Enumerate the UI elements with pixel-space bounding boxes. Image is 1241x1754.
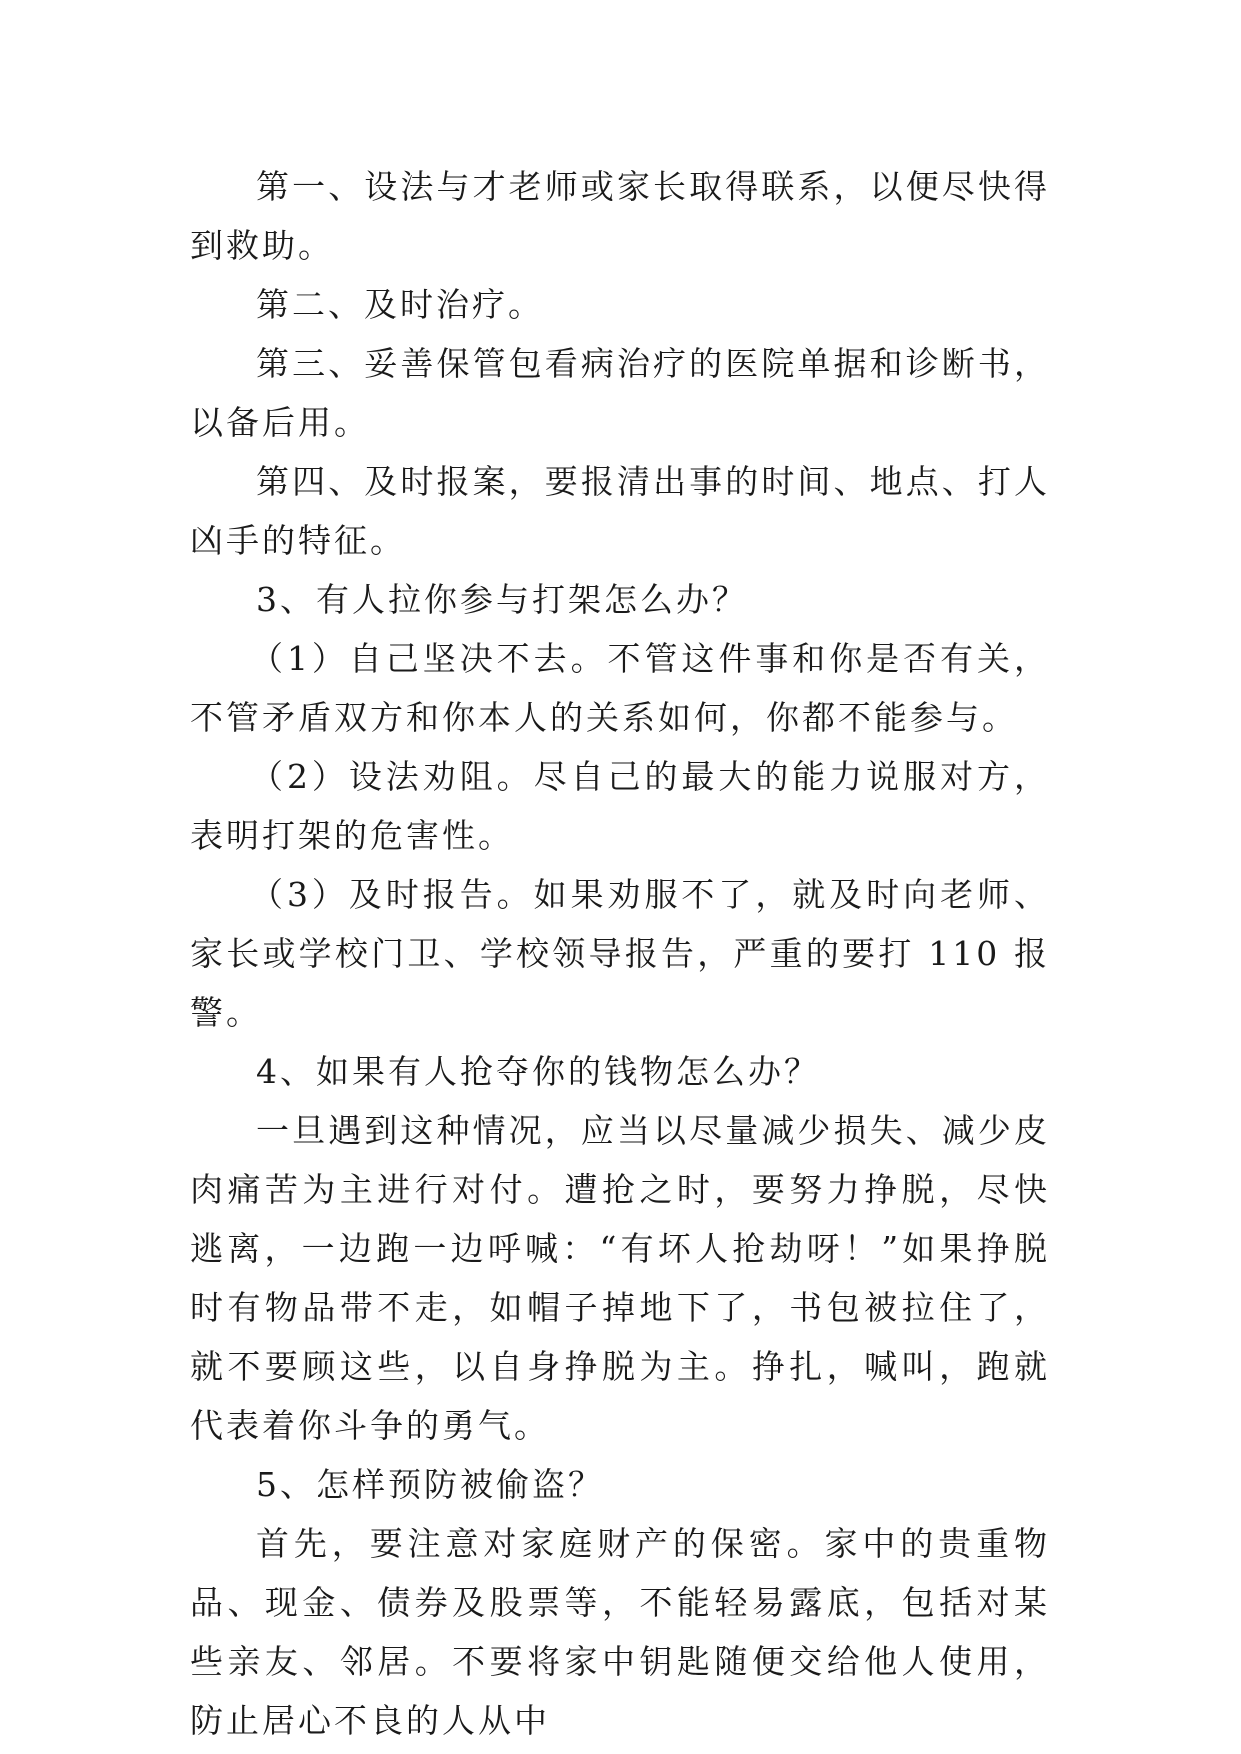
paragraph-step-one: 第一、设法与才老师或家长取得联系，以便尽快得到救助。 [190, 167, 1050, 265]
document-body [190, 157, 1050, 1750]
paragraph-item-1: （1）自己坚决不去。不管这件事和你是否有关，不管矛盾双方和你本人的关系如何，你都不能参与。 [190, 639, 1050, 737]
paragraph-robbery-advice: 一旦遇到这种情况，应当以尽量减少损失、减少皮肉痛苦为主进行对付。遭抢之时，要努力挣脱，尽快逃离，一边跑一边呼喊：“有坏人抢劫呀！”如果挣脱时有物品带不走，如帽子掉地下了，书包被拉住了，就不要顾这些，以自身挣脱为主。挣扎，喊叫，跑就代表着你斗争的勇气。 [190, 1111, 1050, 1445]
paragraph-step-four: 第四、及时报案，要报清出事的时间、地点、打人凶手的特征。 [190, 462, 1050, 560]
paragraph-step-three: 第三、妥善保管包看病治疗的医院单据和诊断书，以备后用。 [190, 344, 1050, 442]
paragraph-theft-prevention: 首先，要注意对家庭财产的保密。家中的贵重物品、现金、债券及股票等，不能轻易露底，包括对某些亲友、邻居。不要将家中钥匙随便交给他人使用，防止居心不良的人从中 [190, 1524, 1050, 1740]
paragraph-step-two: 第二、及时治疗。 [256, 285, 544, 324]
paragraph-item-2: （2）设法劝阻。尽自己的最大的能力说服对方，表明打架的危害性。 [190, 757, 1050, 855]
paragraph-item-3: （3）及时报告。如果劝服不了，就及时向老师、家长或学校门卫、学校领导报告，严重的要打 110 报警。 [190, 875, 1050, 1032]
section-heading-5: 5、怎样预防被偷盗？ [256, 1465, 604, 1504]
section-heading-4: 4、如果有人抢夺你的钱物怎么办？ [256, 1052, 820, 1091]
section-heading-3: 3、有人拉你参与打架怎么办？ [256, 580, 748, 619]
